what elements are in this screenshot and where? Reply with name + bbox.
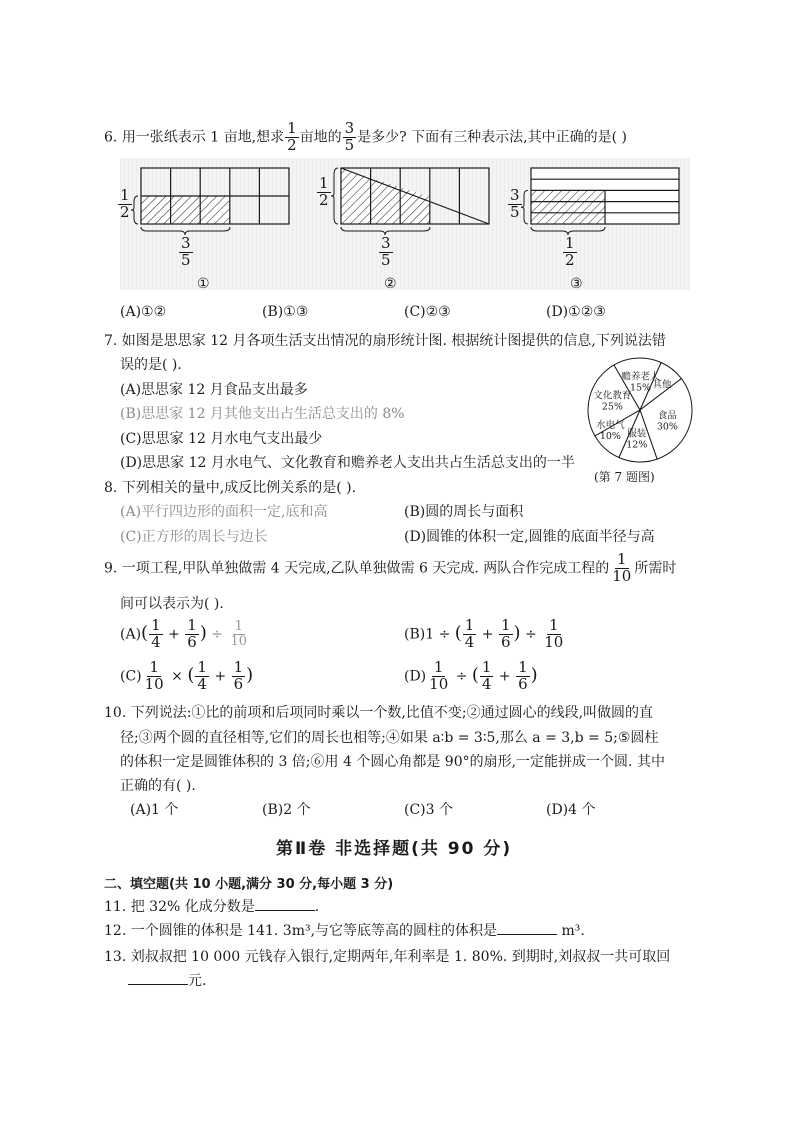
q6-figures xyxy=(0,158,794,308)
q6-frac-half: $\frac{1}{2}$ xyxy=(287,119,297,154)
q10-option-a: (A)1 个 xyxy=(130,802,179,818)
q8-option-a: (A)平行四边形的面积一定,底和高 xyxy=(120,504,328,520)
pie-label-pct-4: 12% xyxy=(626,439,648,451)
q7-line2: 误的是( ). xyxy=(120,357,182,373)
q13-line2: 元. xyxy=(128,970,206,990)
q6-fig1-side-frac: $\frac{1}{2}$ xyxy=(120,186,130,221)
q9-option-a: (A)( $\frac{1}{4}$ + $\frac{1}{6}$ ) ÷ $\frac{1}{10}$ xyxy=(120,616,248,651)
q6-option-d: (D)①②③ xyxy=(546,304,606,320)
q9-line2: 间可以表示为( ). xyxy=(120,596,224,612)
q6-stem xyxy=(104,121,627,154)
pie-label-name-2: 其他 xyxy=(652,379,672,391)
q6-text-b: 亩地的 xyxy=(299,129,342,146)
q12-blank xyxy=(497,922,557,935)
q9-frac-tenth: $\frac{1}{10}$ xyxy=(612,550,632,585)
q6-text-c: 是多少? 下面有三种表示法,其中正确的是( ) xyxy=(357,129,627,146)
q6-text-a: 6. 用一张纸表示 1 亩地,想求 xyxy=(104,129,285,146)
q7-caption: (第 7 题图) xyxy=(594,470,655,484)
q7-option-a: (A)思思家 12 月食品支出最多 xyxy=(120,382,308,398)
section2-title: 二、填空题(共 10 小题,满分 30 分,每小题 3 分) xyxy=(104,877,394,892)
q10-line4: 正确的有( ). xyxy=(120,778,196,794)
q6-fig3-label: ③ xyxy=(570,276,583,292)
q9-text-b: 所需时 xyxy=(634,560,677,577)
pie-label-name-3: 食品 xyxy=(657,410,677,422)
pie-label-name-5: 水电气 xyxy=(596,420,625,431)
q9-option-b: (B)1 ÷ ( $\frac{1}{4}$ + $\frac{1}{6}$ ) ÷ $\frac{1}{10}$ xyxy=(404,616,564,651)
q13-line1: 13. 刘叔叔把 10 000 元钱存入银行,定期两年,年利率是 1. 80%. 到期时,刘叔叔一共可取回 xyxy=(104,949,671,965)
q10-option-d: (D)4 个 xyxy=(546,802,596,818)
pie-label-pct-0: 25% xyxy=(601,401,623,413)
q6-fig1-bottom-frac: $\frac{3}{5}$ xyxy=(181,234,191,269)
part2-title: 第Ⅱ卷 非选择题(共 90 分) xyxy=(276,839,513,859)
q6-fig1-label: ① xyxy=(197,276,210,292)
q6-option-a: (A)①② xyxy=(120,304,167,320)
pie-label-name-4: 服装 xyxy=(627,428,647,440)
q6-option-c: (C)②③ xyxy=(404,304,451,320)
pie-label-name-1: 赡养老人 xyxy=(621,371,660,383)
q6-fig2-label: ② xyxy=(384,276,397,292)
q11: 11. 把 32% 化成分数是 . xyxy=(104,899,320,915)
q8-stem: 8. 下列相关的量中,成反比例关系的是( ). xyxy=(104,480,357,496)
q12: 12. 一个圆锥的体积是 141. 3m³,与它等底等高的圆柱的体积是 m³. xyxy=(104,923,585,939)
q10-line2: 径;③两个圆的直径相等,它们的周长也相等;④如果 a∶b = 3∶5,那么 a = 3,b = 5;⑤圆柱 xyxy=(120,730,659,746)
q6-option-b: (B)①③ xyxy=(262,304,309,320)
q10-option-b: (B)2 个 xyxy=(262,802,311,818)
q7-pie-chart xyxy=(576,355,706,465)
pie-label-pct-3: 30% xyxy=(656,421,678,433)
q9-text-a: 9. 一项工程,甲队单独做需 4 天完成,乙队单独做需 6 天完成. 两队合作完成工程的 xyxy=(104,560,610,577)
q7-option-b: (B)思思家 12 月其他支出占生活总支出的 8% xyxy=(120,406,405,422)
q6-fig2-side-frac: $\frac{1}{2}$ xyxy=(319,174,329,209)
q10-option-c: (C)3 个 xyxy=(404,802,453,818)
q8-option-c: (C)正方形的周长与边长 xyxy=(120,529,268,545)
pie-label-pct-1: 15% xyxy=(629,382,652,394)
q7-option-c: (C)思思家 12 月水电气支出最少 xyxy=(120,431,323,447)
q6-fig2-bottom-frac: $\frac{3}{5}$ xyxy=(381,234,391,269)
q6-fig3-side-frac: $\frac{3}{5}$ xyxy=(510,186,520,221)
q10-line3: 的体积一定是圆锥体积的 3 倍;⑥用 4 个圆心角都是 90°的扇形,一定能拼成一个圆. 其中 xyxy=(120,754,665,770)
q13-blank xyxy=(128,972,188,985)
q11-blank xyxy=(255,898,315,911)
q7-option-d: (D)思思家 12 月水电气、文化教育和赡养老人支出共占生活总支出的一半 xyxy=(120,455,575,471)
q9-stem xyxy=(104,552,676,585)
q9-option-c: (C) $\frac{1}{10}$ × ( $\frac{1}{4}$ + $\frac{1}{6}$ ) xyxy=(120,658,254,693)
q7-line1: 7. 如图是思思家 12 月各项生活支出情况的扇形统计图. 根据统计图提供的信息,下列说法错 xyxy=(104,333,666,349)
q8-option-d: (D)圆锥的体积一定,圆锥的底面半径与高 xyxy=(404,529,655,545)
q10-line1: 10. 下列说法:①比的前项和后项同时乘以一个数,比值不变;②通过圆心的线段,叫做圆的直 xyxy=(104,705,654,721)
q9-option-d: (D) $\frac{1}{10}$ ÷ ( $\frac{1}{4}$ + $\frac{1}{6}$ ) xyxy=(404,658,538,693)
q8-option-b: (B)圆的周长与面积 xyxy=(404,504,524,520)
q6-frac-three-fifths: $\frac{3}{5}$ xyxy=(344,119,355,154)
pie-label-pct-5: 10% xyxy=(599,431,621,442)
pie-label-name-0: 文化教育 xyxy=(593,390,632,402)
q6-fig3-bottom-frac: $\frac{1}{2}$ xyxy=(565,234,575,269)
